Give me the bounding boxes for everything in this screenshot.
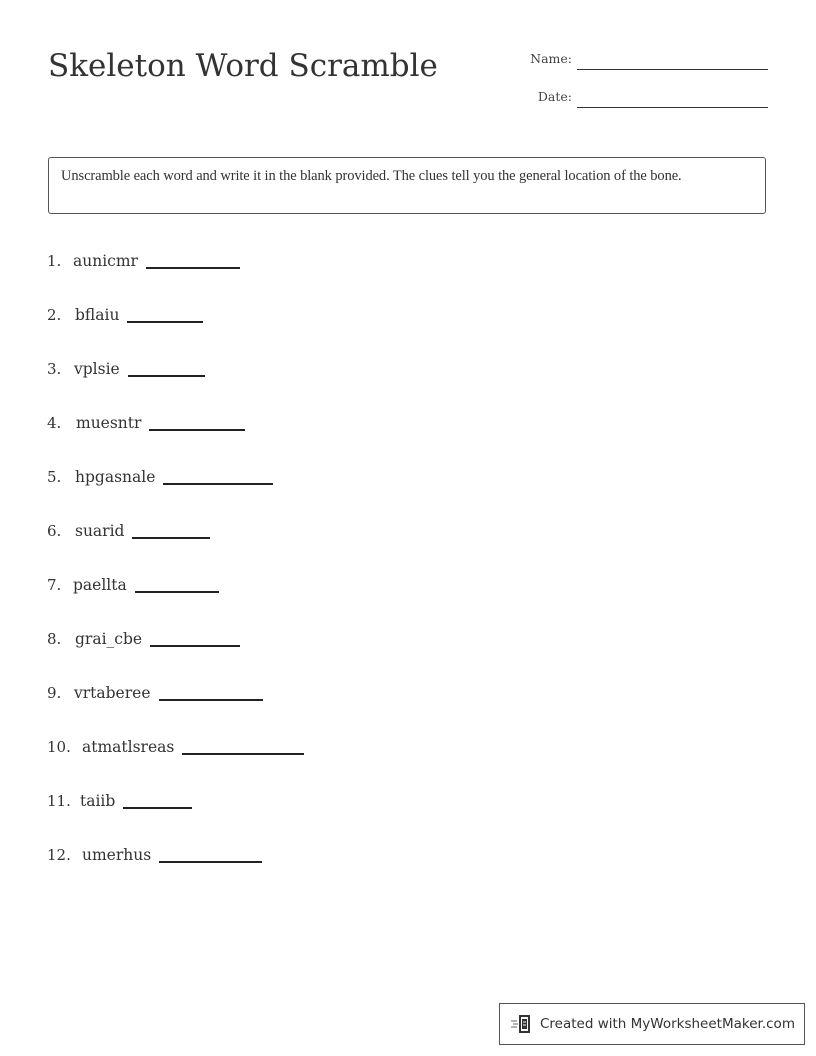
- answer-blank[interactable]: [135, 591, 219, 593]
- item-number: 3.: [47, 360, 62, 378]
- page-title: Skeleton Word Scramble: [48, 48, 438, 84]
- instructions-box: Unscramble each word and write it in the blank provided. The clues tell you the general location of the bone.: [48, 157, 766, 214]
- item-number: 1.: [47, 252, 62, 270]
- scrambled-word: suarid: [75, 522, 125, 540]
- list-item: [47, 464, 273, 486]
- item-number: 6.: [47, 522, 62, 540]
- answer-blank[interactable]: [150, 645, 240, 647]
- scrambled-word: atmatlsreas: [82, 738, 175, 756]
- list-item: [47, 572, 219, 594]
- answer-blank[interactable]: [146, 267, 240, 269]
- item-number: 11.: [47, 792, 71, 810]
- answer-blank[interactable]: [127, 321, 203, 323]
- list-item: [47, 842, 262, 864]
- item-number: 12.: [47, 846, 71, 864]
- date-blank-line[interactable]: [577, 107, 768, 108]
- item-number: 5.: [47, 468, 62, 486]
- item-number: 9.: [47, 684, 62, 702]
- answer-blank[interactable]: [149, 429, 245, 431]
- scrambled-word: vrtaberee: [74, 684, 151, 702]
- scrambled-word: bflaiu: [75, 306, 120, 324]
- item-number: 8.: [47, 630, 62, 648]
- name-field-row: [500, 46, 768, 70]
- list-item: [47, 788, 192, 810]
- answer-blank[interactable]: [182, 753, 304, 755]
- scrambled-word: taiib: [80, 792, 116, 810]
- answer-blank[interactable]: [159, 699, 263, 701]
- name-label: Name:: [530, 51, 572, 66]
- list-item: [47, 410, 245, 432]
- worksheet-logo-icon: [510, 1013, 534, 1035]
- answer-blank[interactable]: [123, 807, 192, 809]
- scrambled-word: aunicmr: [73, 252, 138, 270]
- scrambled-word: vplsie: [74, 360, 120, 378]
- item-number: 7.: [47, 576, 62, 594]
- answer-blank[interactable]: [159, 861, 262, 863]
- scrambled-word: umerhus: [82, 846, 152, 864]
- name-blank-line[interactable]: [577, 69, 768, 70]
- scrambled-word: muesntr: [76, 414, 142, 432]
- footer-text: Created with MyWorksheetMaker.com: [540, 1016, 795, 1032]
- list-item: [47, 302, 203, 324]
- answer-blank[interactable]: [128, 375, 205, 377]
- date-field-row: [500, 84, 768, 108]
- item-number: 10.: [47, 738, 71, 756]
- item-number: 2.: [47, 306, 62, 324]
- answer-blank[interactable]: [163, 483, 273, 485]
- answer-blank[interactable]: [132, 537, 210, 539]
- list-item: [47, 626, 240, 648]
- list-item: [47, 356, 205, 378]
- footer-credit[interactable]: [499, 1003, 805, 1045]
- list-item: [47, 680, 263, 702]
- list-item: [47, 248, 240, 270]
- list-item: [47, 734, 304, 756]
- scrambled-word: grai_cbe: [75, 630, 143, 648]
- date-label: Date:: [537, 89, 572, 104]
- scrambled-word: paellta: [73, 576, 127, 594]
- item-number: 4.: [47, 414, 62, 432]
- scrambled-word: hpgasnale: [75, 468, 156, 486]
- list-item: [47, 518, 210, 540]
